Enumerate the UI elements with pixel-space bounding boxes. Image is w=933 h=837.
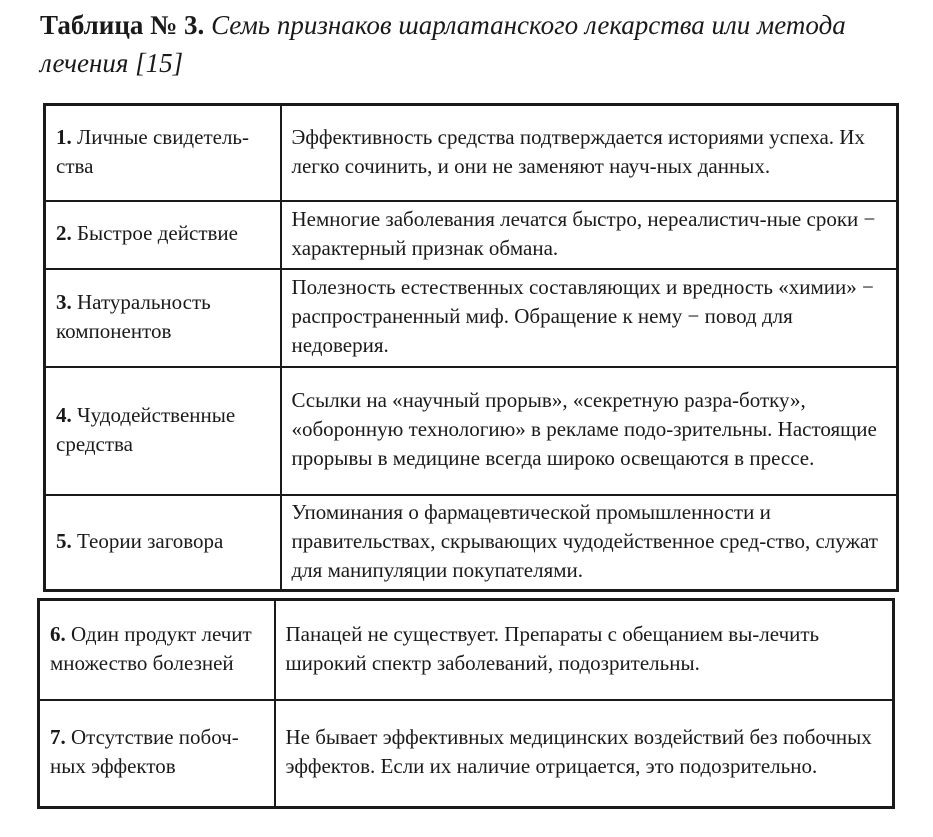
table-caption [40, 6, 920, 82]
sign-name-cell [45, 367, 281, 495]
sign-name: Теории заговора [77, 528, 224, 553]
sign-number: 6. [50, 621, 66, 646]
sign-number: 1. [56, 124, 72, 149]
caption-title: Семь признаков шарлатанского лекарства или метода лечения [15] [40, 10, 846, 78]
sign-description: Не бывает эффективных медицинских воздействий без побочных эффектов. Если их наличие отрицается, это подозрительно. [275, 700, 894, 808]
quackery-signs-table-part-1 [43, 103, 899, 592]
sign-name: Чудодейственные средства [56, 402, 236, 456]
table-row [39, 600, 894, 700]
sign-name-cell [45, 269, 281, 367]
table-row [45, 367, 898, 495]
table-row [45, 201, 898, 269]
table-row [39, 700, 894, 808]
sign-name-cell [39, 600, 275, 700]
sign-name: Один продукт лечит множество болезней [50, 621, 252, 675]
table-row [45, 269, 898, 367]
sign-number: 3. [56, 289, 72, 314]
sign-name: Быстрое действие [77, 221, 238, 245]
sign-number: 4. [56, 402, 72, 427]
sign-name-cell [45, 495, 281, 591]
table-row [45, 495, 898, 591]
sign-name: Личные свидетель-ства [56, 124, 249, 178]
sign-description: Эффективность средства подтверждается историями успеха. Их легко сочинить, и они не заменяют науч-ных данных. [281, 105, 898, 201]
sign-name: Натуральность компонентов [56, 289, 211, 343]
sign-name: Отсутствие побоч-ных эффектов [50, 725, 239, 779]
sign-number: 2. [56, 221, 72, 245]
sign-description: Ссылки на «научный прорыв», «секретную разра-ботку», «оборонную технологию» в рекламе подо-зрительны. Настоящие прорывы в медицине всегда широко освещаются в прессе. [281, 367, 898, 495]
sign-description: Упоминания о фармацевтической промышленности и правительствах, скрывающих чудодейственное сред-ство, служат для манипуляции покупателями. [281, 495, 898, 591]
sign-description: Панацей не существует. Препараты с обещанием вы-лечить широкий спектр заболеваний, подозрительны. [275, 600, 894, 700]
caption-label: Таблица № 3. [40, 10, 205, 40]
sign-number: 7. [50, 725, 66, 750]
sign-name-cell [45, 105, 281, 201]
quackery-signs-table-part-2 [37, 598, 895, 809]
sign-description: Немногие заболевания лечатся быстро, нереалистич-ные сроки − характерный признак обмана. [281, 201, 898, 269]
sign-number: 5. [56, 528, 72, 553]
sign-description: Полезность естественных составляющих и вредность «химии» − распространенный миф. Обращение к нему − повод для недоверия. [281, 269, 898, 367]
sign-name-cell [45, 201, 281, 269]
sign-name-cell [39, 700, 275, 808]
table-row [45, 105, 898, 201]
